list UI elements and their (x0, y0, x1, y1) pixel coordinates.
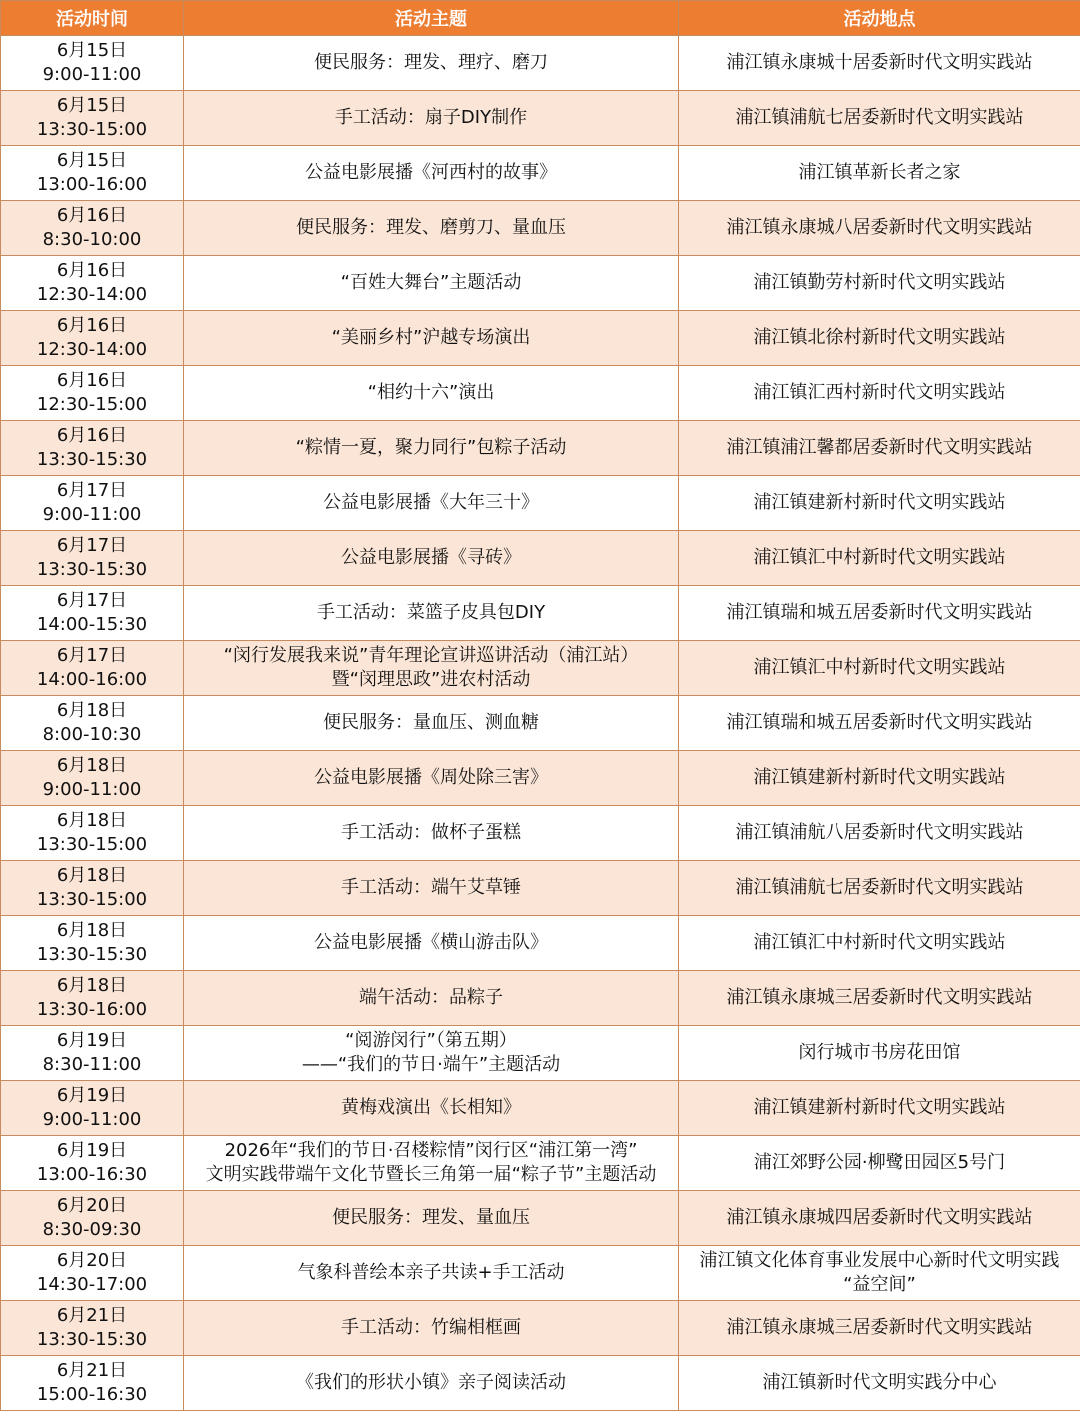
cell-activity-time (1, 256, 184, 311)
table-row (1, 806, 1080, 861)
cell-activity-time (1, 1026, 184, 1081)
activity-theme-line: 手工活动：菜篮子皮具包DIY (316, 602, 546, 623)
activity-hours: 9:00-11:00 (42, 64, 142, 85)
cell-activity-location (679, 36, 1080, 91)
cell-activity-location (679, 1081, 1080, 1136)
activity-location-line: 浦江郊野公园·柳鹭田园区5号门 (753, 1152, 1006, 1173)
activity-date: 6月18日 (56, 920, 128, 941)
table-row (1, 641, 1080, 696)
activity-theme-line: 文明实践带端午文化节暨长三角第一届“粽子节”主题活动 (205, 1164, 657, 1185)
activity-date: 6月18日 (56, 975, 128, 996)
activity-location-line: “益空间” (843, 1274, 916, 1295)
table-row (1, 751, 1080, 806)
activity-hours: 14:00-16:00 (36, 669, 148, 690)
activity-date: 6月16日 (56, 315, 128, 336)
cell-activity-time (1, 531, 184, 586)
activity-date: 6月18日 (56, 810, 128, 831)
activity-theme-line: 暨“闵理思政”进农村活动 (331, 669, 531, 690)
activity-date: 6月21日 (56, 1360, 128, 1381)
cell-activity-theme (184, 861, 679, 916)
schedule-rows (1, 36, 1080, 1411)
cell-activity-location (679, 476, 1080, 531)
cell-activity-theme (184, 1246, 679, 1301)
activity-theme-line: 手工活动：扇子DIY制作 (334, 107, 528, 128)
activity-location-line: 浦江镇永康城四居委新时代文明实践站 (726, 1207, 1033, 1228)
cell-activity-location (679, 916, 1080, 971)
cell-activity-theme (184, 641, 679, 696)
activity-location-line: 浦江镇永康城三居委新时代文明实践站 (726, 1317, 1033, 1338)
activity-location-line: 浦江镇文化体育事业发展中心新时代文明实践 (699, 1250, 1060, 1271)
table-row (1, 91, 1080, 146)
table-row (1, 366, 1080, 421)
activity-date: 6月15日 (56, 150, 128, 171)
table-row (1, 1191, 1080, 1246)
activity-location-line: 浦江镇革新长者之家 (798, 162, 961, 183)
activity-theme-line: 端午活动：品粽子 (359, 987, 503, 1008)
activity-theme-line: “相约十六”演出 (367, 382, 495, 403)
cell-activity-location (679, 146, 1080, 201)
cell-activity-location (679, 806, 1080, 861)
table-row (1, 696, 1080, 751)
activity-date: 6月15日 (56, 95, 128, 116)
activity-theme-line: 气象科普绘本亲子共读+手工活动 (297, 1262, 565, 1283)
cell-activity-location (679, 586, 1080, 641)
table-row (1, 146, 1080, 201)
cell-activity-theme (184, 311, 679, 366)
activity-date: 6月16日 (56, 260, 128, 281)
activity-theme-line: 黄梅戏演出《长相知》 (341, 1097, 521, 1118)
activity-date: 6月17日 (56, 535, 128, 556)
table-row (1, 201, 1080, 256)
cell-activity-location (679, 531, 1080, 586)
activity-hours: 13:00-16:00 (36, 174, 148, 195)
cell-activity-time (1, 1136, 184, 1191)
cell-activity-time (1, 696, 184, 751)
cell-activity-time (1, 1301, 184, 1356)
cell-activity-theme (184, 916, 679, 971)
cell-activity-theme (184, 146, 679, 201)
activity-hours: 8:30-11:00 (42, 1054, 142, 1075)
table-row (1, 36, 1080, 91)
activity-date: 6月17日 (56, 480, 128, 501)
activity-hours: 8:00-10:30 (42, 724, 142, 745)
activity-location-line: 浦江镇浦航八居委新时代文明实践站 (735, 822, 1024, 843)
cell-activity-location (679, 311, 1080, 366)
table-row (1, 861, 1080, 916)
activity-theme-line: 手工活动：做杯子蛋糕 (341, 822, 521, 843)
cell-activity-location (679, 1356, 1080, 1411)
activity-location-line: 浦江镇永康城八居委新时代文明实践站 (726, 217, 1033, 238)
table-row (1, 971, 1080, 1026)
cell-activity-time (1, 1246, 184, 1301)
table-row (1, 311, 1080, 366)
cell-activity-location (679, 971, 1080, 1026)
activity-theme-line: 公益电影展播《大年三十》 (323, 492, 539, 513)
activity-location-line: 浦江镇勤劳村新时代文明实践站 (753, 272, 1006, 293)
activity-theme-line: 便民服务：量血压、测血糖 (323, 712, 539, 733)
activity-date: 6月19日 (56, 1140, 128, 1161)
activity-theme-line: 公益电影展播《周处除三害》 (314, 767, 548, 788)
activity-location-line: 浦江镇建新村新时代文明实践站 (753, 492, 1006, 513)
activity-date: 6月17日 (56, 645, 128, 666)
cell-activity-location (679, 751, 1080, 806)
activity-location-line: 浦江镇浦江馨都居委新时代文明实践站 (726, 437, 1033, 458)
activity-theme-line: 便民服务：理发、磨剪刀、量血压 (296, 217, 566, 238)
cell-activity-location (679, 1301, 1080, 1356)
table-row (1, 916, 1080, 971)
cell-activity-theme (184, 1356, 679, 1411)
activity-theme-line: 2026年“我们的节日·召楼粽情”闵行区“浦江第一湾” (224, 1140, 638, 1161)
cell-activity-location (679, 1246, 1080, 1301)
cell-activity-location (679, 91, 1080, 146)
activity-hours: 13:00-16:30 (36, 1164, 148, 1185)
table-row (1, 476, 1080, 531)
activity-hours: 12:30-15:00 (36, 394, 148, 415)
cell-activity-location (679, 861, 1080, 916)
activity-theme-line: 便民服务：理发、量血压 (332, 1207, 530, 1228)
table-row (1, 1136, 1080, 1191)
table-row (1, 1081, 1080, 1136)
cell-activity-theme (184, 1191, 679, 1246)
activity-theme-line: “阅游闵行”（第五期） (345, 1030, 517, 1051)
cell-activity-time (1, 971, 184, 1026)
activity-location-line: 浦江镇汇西村新时代文明实践站 (753, 382, 1006, 403)
cell-activity-time (1, 861, 184, 916)
cell-activity-theme (184, 531, 679, 586)
cell-activity-time (1, 751, 184, 806)
header-activity-theme: 活动主题 (184, 1, 679, 36)
activity-hours: 12:30-14:00 (36, 284, 148, 305)
cell-activity-time (1, 311, 184, 366)
cell-activity-theme (184, 1136, 679, 1191)
activity-hours: 13:30-15:00 (36, 889, 148, 910)
cell-activity-time (1, 641, 184, 696)
cell-activity-location (679, 696, 1080, 751)
cell-activity-theme (184, 806, 679, 861)
activity-location-line: 浦江镇新时代文明实践分中心 (762, 1372, 997, 1393)
cell-activity-theme (184, 586, 679, 641)
activity-theme-line: 《我们的形状小镇》亲子阅读活动 (296, 1372, 566, 1393)
cell-activity-time (1, 91, 184, 146)
cell-activity-location (679, 1191, 1080, 1246)
activity-date: 6月18日 (56, 865, 128, 886)
cell-activity-theme (184, 696, 679, 751)
activity-location-line: 浦江镇永康城三居委新时代文明实践站 (726, 987, 1033, 1008)
activity-date: 6月18日 (56, 755, 128, 776)
activity-hours: 13:30-15:30 (36, 449, 148, 470)
cell-activity-time (1, 36, 184, 91)
cell-activity-time (1, 421, 184, 476)
cell-activity-theme (184, 476, 679, 531)
activity-date: 6月16日 (56, 425, 128, 446)
activity-hours: 13:30-15:30 (36, 559, 148, 580)
table-row (1, 1301, 1080, 1356)
cell-activity-time (1, 586, 184, 641)
activity-hours: 13:30-15:00 (36, 119, 148, 140)
table-row (1, 1246, 1080, 1301)
activity-theme-line: “百姓大舞台”主题活动 (340, 272, 522, 293)
cell-activity-theme (184, 256, 679, 311)
activity-date: 6月16日 (56, 205, 128, 226)
cell-activity-theme (184, 36, 679, 91)
activity-location-line: 浦江镇瑞和城五居委新时代文明实践站 (726, 602, 1033, 623)
cell-activity-location (679, 201, 1080, 256)
activity-date: 6月16日 (56, 370, 128, 391)
header-activity-location: 活动地点 (679, 1, 1080, 36)
activity-hours: 12:30-14:00 (36, 339, 148, 360)
cell-activity-theme (184, 201, 679, 256)
activity-date: 6月18日 (56, 700, 128, 721)
activity-location-line: 浦江镇建新村新时代文明实践站 (753, 767, 1006, 788)
activity-theme-line: “闵行发展我来说”青年理论宣讲巡讲活动（浦江站） (223, 645, 639, 666)
activity-hours: 8:30-10:00 (42, 229, 142, 250)
activity-location-line: 浦江镇浦航七居委新时代文明实践站 (735, 107, 1024, 128)
activity-hours: 9:00-11:00 (42, 779, 142, 800)
table-row (1, 1356, 1080, 1411)
cell-activity-theme (184, 421, 679, 476)
activity-theme-line: ——“我们的节日·端午”主题活动 (301, 1054, 561, 1075)
cell-activity-theme (184, 751, 679, 806)
activity-theme-line: 手工活动：端午艾草锤 (341, 877, 521, 898)
cell-activity-theme (184, 1301, 679, 1356)
cell-activity-location (679, 421, 1080, 476)
cell-activity-time (1, 916, 184, 971)
activity-location-line: 浦江镇永康城十居委新时代文明实践站 (726, 52, 1033, 73)
table-row (1, 421, 1080, 476)
cell-activity-time (1, 366, 184, 421)
activity-location-line: 浦江镇北徐村新时代文明实践站 (753, 327, 1006, 348)
cell-activity-location (679, 256, 1080, 311)
activity-date: 6月20日 (56, 1195, 128, 1216)
cell-activity-time (1, 1356, 184, 1411)
cell-activity-theme (184, 1026, 679, 1081)
cell-activity-location (679, 1136, 1080, 1191)
activity-hours: 14:00-15:30 (36, 614, 148, 635)
cell-activity-time (1, 1081, 184, 1136)
activity-location-line: 浦江镇汇中村新时代文明实践站 (753, 657, 1006, 678)
activity-hours: 13:30-15:30 (36, 1329, 148, 1350)
activity-date: 6月19日 (56, 1085, 128, 1106)
activity-theme-line: “粽情一夏，聚力同行”包粽子活动 (295, 437, 567, 458)
activity-date: 6月19日 (56, 1030, 128, 1051)
table-row (1, 256, 1080, 311)
activity-date: 6月21日 (56, 1305, 128, 1326)
cell-activity-location (679, 641, 1080, 696)
cell-activity-location (679, 366, 1080, 421)
activity-theme-line: 公益电影展播《河西村的故事》 (305, 162, 557, 183)
activity-theme-line: 便民服务：理发、理疗、磨刀 (314, 52, 548, 73)
cell-activity-theme (184, 366, 679, 421)
cell-activity-theme (184, 971, 679, 1026)
activity-location-line: 浦江镇浦航七居委新时代文明实践站 (735, 877, 1024, 898)
activity-hours: 9:00-11:00 (42, 1109, 142, 1130)
activity-hours: 13:30-16:00 (36, 999, 148, 1020)
activity-date: 6月17日 (56, 590, 128, 611)
activity-theme-line: 手工活动：竹编相框画 (341, 1317, 521, 1338)
activity-location-line: 浦江镇汇中村新时代文明实践站 (753, 932, 1006, 953)
cell-activity-time (1, 146, 184, 201)
cell-activity-theme (184, 1081, 679, 1136)
activity-hours: 13:30-15:00 (36, 834, 148, 855)
activity-hours: 15:00-16:30 (36, 1384, 148, 1405)
activity-location-line: 浦江镇汇中村新时代文明实践站 (753, 547, 1006, 568)
activity-theme-line: 公益电影展播《横山游击队》 (314, 932, 548, 953)
activity-location-line: 闵行城市书房花田馆 (798, 1042, 961, 1063)
activity-date: 6月20日 (56, 1250, 128, 1271)
header-row (1, 1, 1080, 36)
activity-date: 6月15日 (56, 40, 128, 61)
table-row (1, 531, 1080, 586)
cell-activity-time (1, 1191, 184, 1246)
activity-hours: 9:00-11:00 (42, 504, 142, 525)
cell-activity-time (1, 806, 184, 861)
table-row (1, 586, 1080, 641)
activity-location-line: 浦江镇建新村新时代文明实践站 (753, 1097, 1006, 1118)
cell-activity-theme (184, 91, 679, 146)
table-row (1, 1026, 1080, 1081)
header-activity-time: 活动时间 (1, 1, 184, 36)
activity-location-line: 浦江镇瑞和城五居委新时代文明实践站 (726, 712, 1033, 733)
cell-activity-time (1, 476, 184, 531)
cell-activity-time (1, 201, 184, 256)
activity-theme-line: “美丽乡村”沪越专场演出 (331, 327, 531, 348)
activity-hours: 14:30-17:00 (36, 1274, 148, 1295)
activity-theme-line: 公益电影展播《寻砖》 (341, 547, 521, 568)
activity-hours: 13:30-15:30 (36, 944, 148, 965)
cell-activity-location (679, 1026, 1080, 1081)
activity-hours: 8:30-09:30 (42, 1219, 142, 1240)
